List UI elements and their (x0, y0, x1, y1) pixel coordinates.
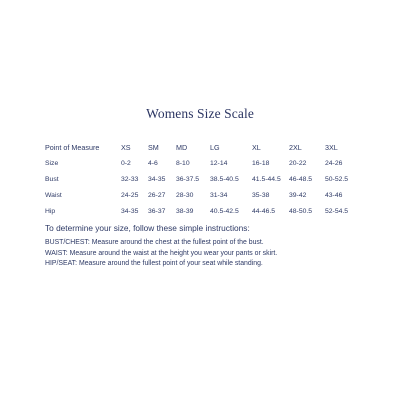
instructions-intro: To determine your size, follow these simple instructions: (45, 223, 250, 233)
instructions-section (45, 223, 375, 271)
row-label: Size (45, 159, 59, 167)
table-cell: 24-26 (325, 159, 343, 167)
table-cell: 43-46 (325, 191, 343, 199)
table-row-bust (45, 171, 355, 187)
header-3xl: 3XL (325, 142, 338, 152)
table-cell: 50-52.5 (325, 175, 349, 183)
table-cell: 48-50.5 (289, 207, 313, 215)
table-cell: 44-46.5 (252, 207, 276, 215)
table-cell: 34-35 (121, 207, 139, 215)
row-label: Waist (45, 191, 62, 199)
table-row-waist (45, 187, 355, 203)
table-cell: 40.5-42.5 (210, 207, 239, 215)
header-xl: XL (252, 142, 261, 152)
instruction-hip: HIP/SEAT: Measure around the fullest point of your seat while standing. (45, 260, 263, 267)
table-row-size (45, 155, 355, 171)
header-lg: LG (210, 142, 220, 152)
table-header-row (45, 139, 355, 155)
table-cell: 39-42 (289, 191, 307, 199)
table-cell: 28-30 (176, 191, 194, 199)
table-cell: 31-34 (210, 191, 228, 199)
table-cell: 8-10 (176, 159, 190, 167)
header-2xl: 2XL (289, 142, 302, 152)
table-row-hip (45, 203, 355, 219)
table-cell: 12-14 (210, 159, 228, 167)
table-cell: 36-37.5 (176, 175, 200, 183)
instruction-waist: WAIST: Measure around the waist at the height you wear your pants or skirt. (45, 249, 278, 257)
page-title: Womens Size Scale (146, 106, 254, 121)
table-cell: 34-35 (148, 175, 166, 183)
header-sm: SM (148, 142, 159, 152)
table-cell: 26-27 (148, 191, 166, 199)
table-cell: 0-2 (121, 159, 131, 167)
instruction-bust: BUST/CHEST: Measure around the chest at the fullest point of the bust. (45, 239, 264, 246)
header-xs: XS (121, 142, 131, 152)
header-md: MD (176, 142, 188, 152)
row-label: Bust (45, 175, 59, 183)
table-cell: 52-54.5 (325, 207, 349, 215)
table-cell: 36-37 (148, 207, 166, 215)
size-table (45, 139, 355, 219)
table-cell: 38.5-40.5 (210, 175, 239, 183)
table-cell: 32-33 (121, 175, 139, 183)
table-cell: 24-25 (121, 191, 139, 199)
table-cell: 35-38 (252, 191, 270, 199)
row-label: Hip (45, 207, 56, 215)
table-cell: 4-6 (148, 159, 158, 167)
header-point-of-measure: Point of Measure (45, 142, 100, 152)
table-cell: 46-48.5 (289, 175, 313, 183)
table-cell: 20-22 (289, 159, 307, 167)
table-cell: 41.5-44.5 (252, 175, 281, 183)
table-cell: 38-39 (176, 207, 194, 215)
table-cell: 16-18 (252, 159, 270, 167)
